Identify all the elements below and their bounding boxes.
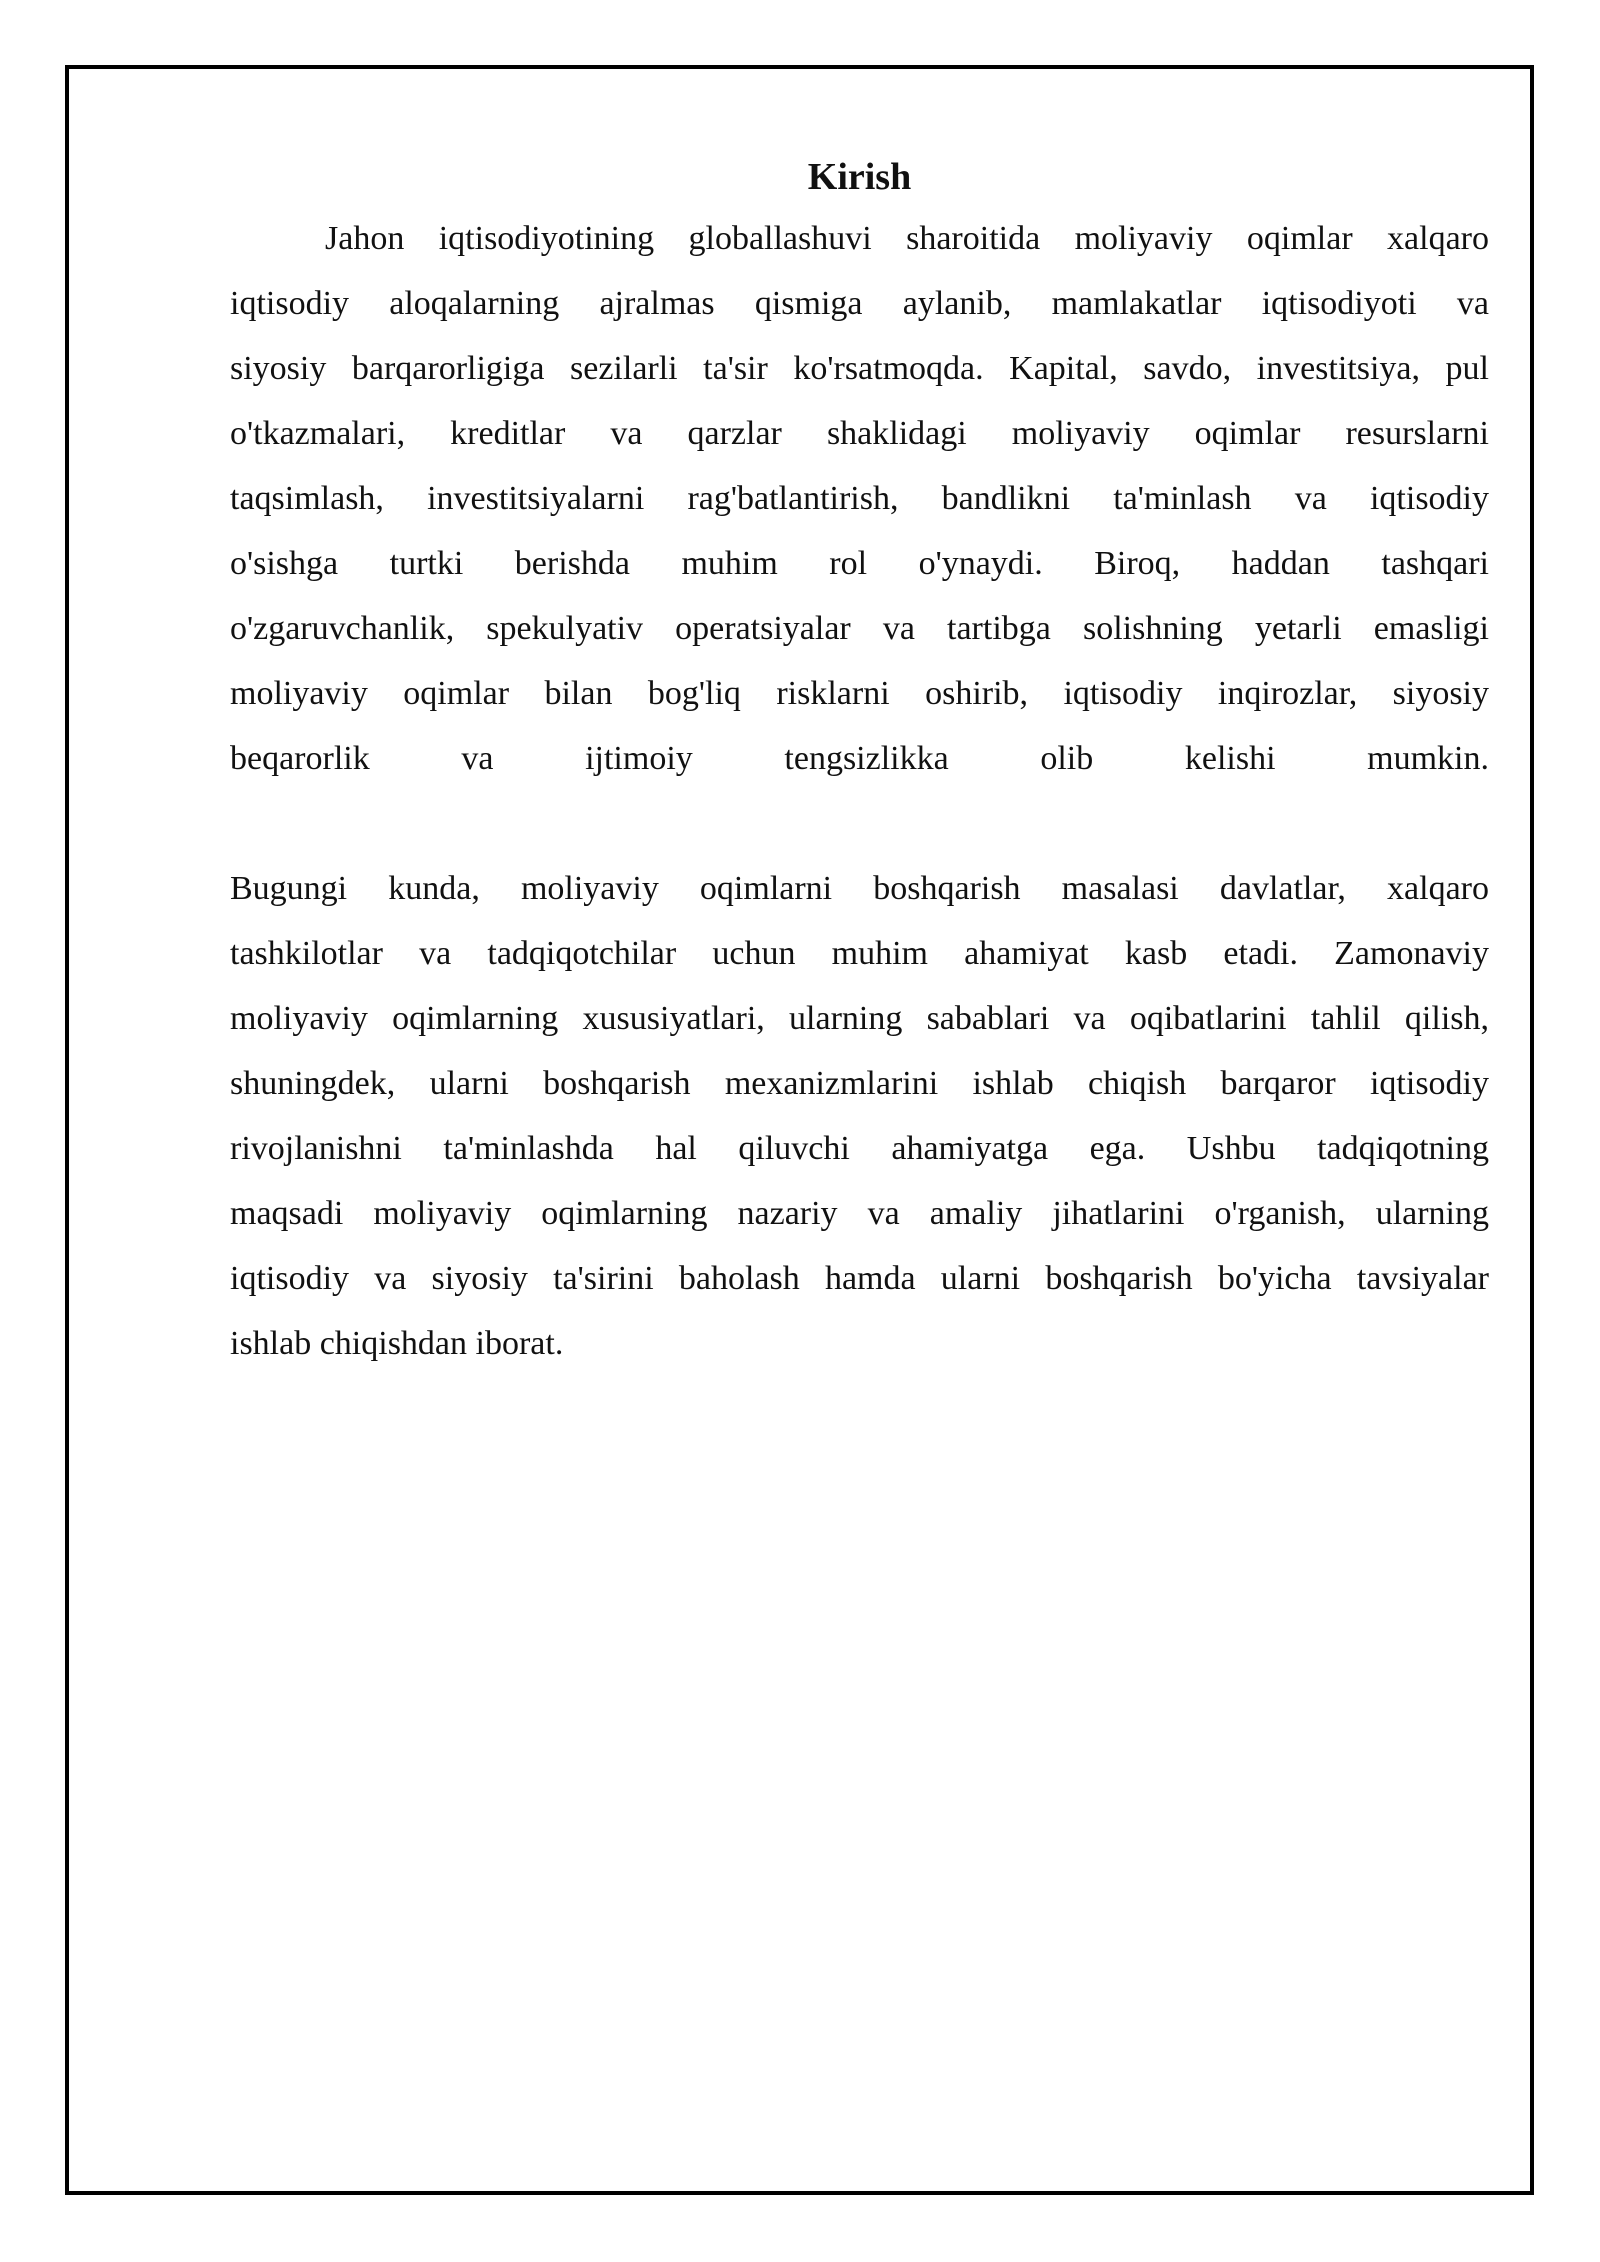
paragraph-line: iqtisodiy aloqalarning ajralmas qismiga aylanib, mamlakatlar iqtisodiyoti va xyxy=(230,285,1489,322)
paragraph-line: ishlab chiqishdan iborat. xyxy=(230,1325,564,1362)
paragraph-line: o'zgaruvchanlik, spekulyativ operatsiyalar va tartibga solishning yetarli emasligi xyxy=(230,610,1489,647)
paragraph-line: siyosiy barqarorligiga sezilarli ta'sir ko'rsatmoqda. Kapital, savdo, investitsiya, pul xyxy=(230,350,1489,387)
paragraph-line: tashkilotlar va tadqiqotchilar uchun muhim ahamiyat kasb etadi. Zamonaviy xyxy=(230,935,1489,972)
paragraph-line: o'sishga turtki berishda muhim rol o'ynaydi. Biroq, haddan tashqari xyxy=(230,545,1489,582)
paragraph-line: iqtisodiy va siyosiy ta'sirini baholash hamda ularni boshqarish bo'yicha tavsiyalar xyxy=(230,1260,1489,1297)
document-body xyxy=(230,150,1489,1376)
paragraph-line: o'tkazmalari, kreditlar va qarzlar shaklidagi moliyaviy oqimlar resurslarni xyxy=(230,415,1489,452)
paragraph-1 xyxy=(230,206,1489,791)
paragraph-line: rivojlanishni ta'minlashda hal qiluvchi ahamiyatga ega. Ushbu tadqiqotning xyxy=(230,1130,1489,1167)
paragraph-line: beqarorlik va ijtimoiy tengsizlikka olib kelishi mumkin. xyxy=(230,740,1489,777)
paragraph-line: taqsimlash, investitsiyalarni rag'batlantirish, bandlikni ta'minlash va iqtisodiy xyxy=(230,480,1489,517)
paragraph-line: moliyaviy oqimlar bilan bog'liq risklarni oshirib, iqtisodiy inqirozlar, siyosiy xyxy=(230,675,1489,712)
paragraph-2 xyxy=(230,856,1489,1376)
paragraph-line: moliyaviy oqimlarning xususiyatlari, ularning sabablari va oqibatlarini tahlil qilish, xyxy=(230,1000,1489,1037)
paragraph-spacer xyxy=(230,791,1489,856)
paragraph-line: shuningdek, ularni boshqarish mexanizmlarini ishlab chiqish barqaror iqtisodiy xyxy=(230,1065,1489,1102)
paragraph-line: Bugungi kunda, moliyaviy oqimlarni boshqarish masalasi davlatlar, xalqaro xyxy=(230,870,1489,907)
paragraph-line: maqsadi moliyaviy oqimlarning nazariy va amaliy jihatlarini o'rganish, ularning xyxy=(230,1195,1489,1232)
document-title: Kirish xyxy=(807,156,912,198)
paragraph-line: Jahon iqtisodiyotining globallashuvi sharoitida moliyaviy oqimlar xalqaro xyxy=(325,220,1489,257)
